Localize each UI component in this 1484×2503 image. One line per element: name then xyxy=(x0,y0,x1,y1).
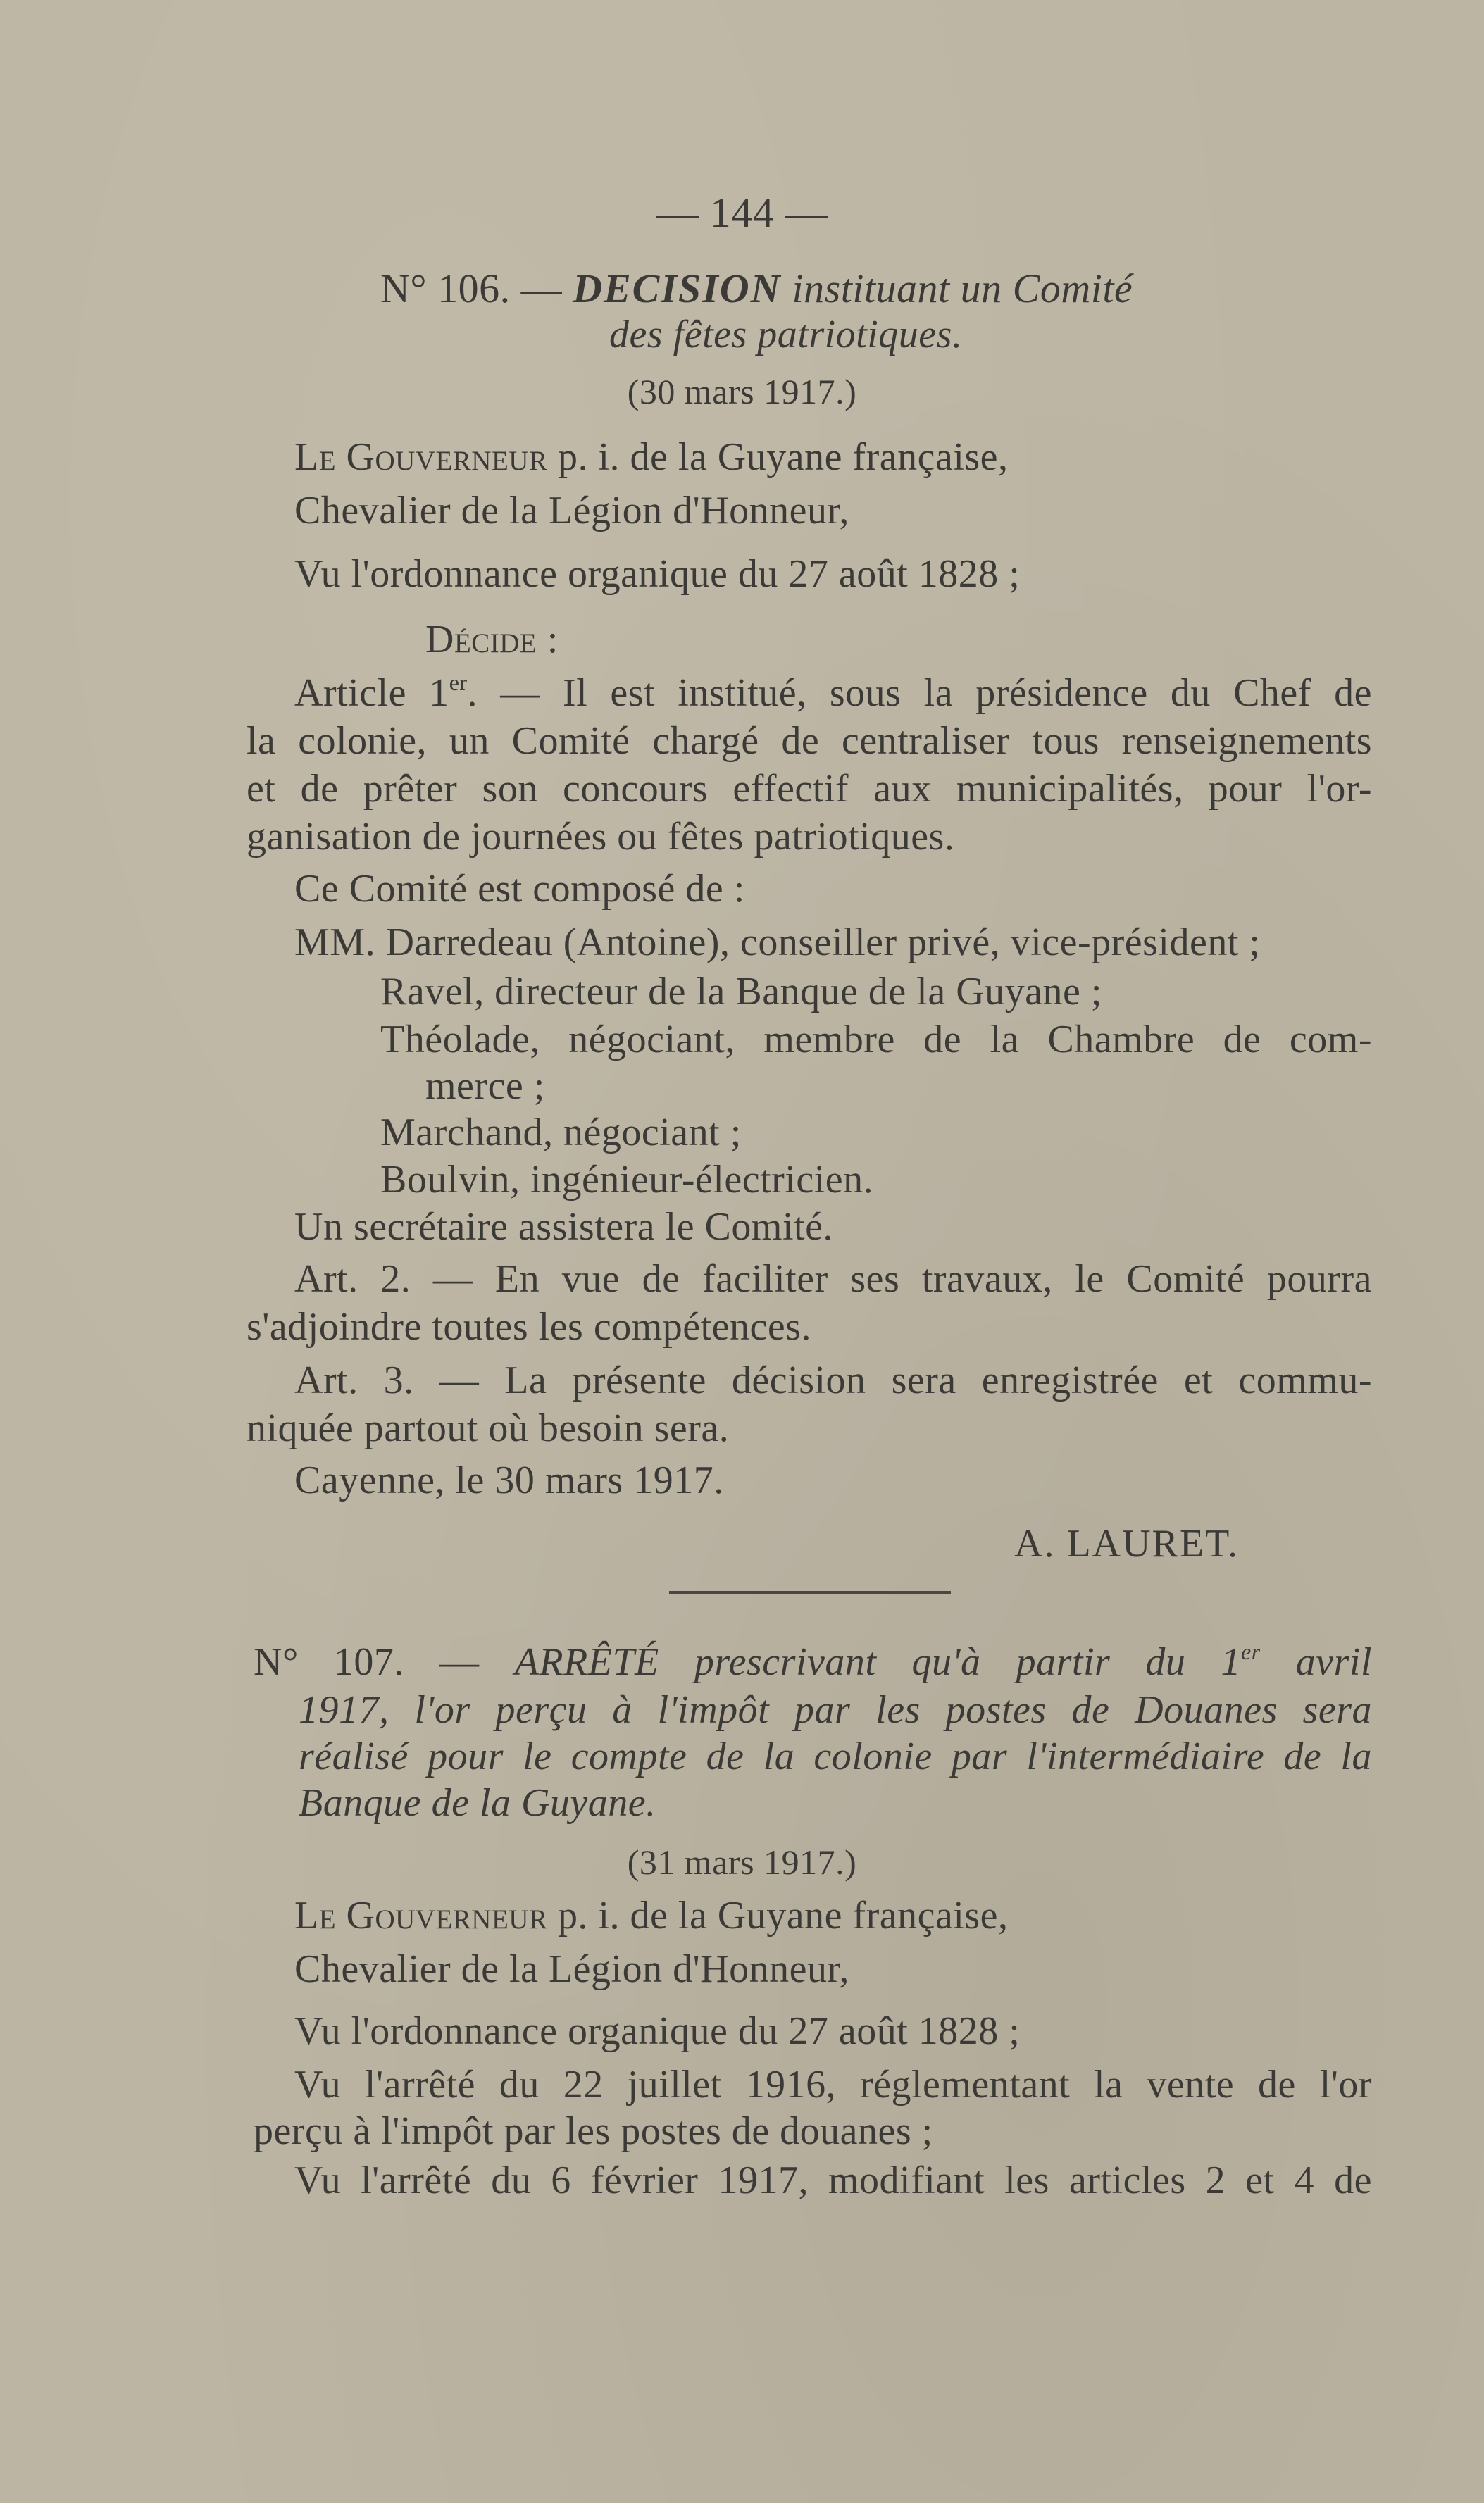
decision-106-compose: Ce Comité est composé de : xyxy=(294,867,745,911)
decision-106-subject-1: instituant un Comité xyxy=(792,266,1133,311)
decision-106-subject-2: des fêtes patriotiques. xyxy=(609,313,963,356)
decision-106-member-4: Marchand, négociant ; xyxy=(380,1111,742,1154)
arrete-107-heading-line2: 1917, l'or perçu à l'impôt par les postes de Douanes sera xyxy=(299,1688,1372,1732)
decision-106-vu-1: Vu l'ordonnance organique du 27 août 1828 ; xyxy=(294,552,1021,596)
arrete-107-vu-3-line1: Vu l'arrêté du 6 février 1917, modifiant les articles 2 et 4 de xyxy=(294,2159,1372,2202)
gouverneur-rest: p. i. de la Guyane française, xyxy=(557,435,1009,479)
decision-106-number: N° 106. — xyxy=(380,266,563,311)
arrete-107-heading-line3: réalisé pour le compte de la colonie par l'intermédiaire de la xyxy=(299,1735,1372,1778)
gouverneur-label: Le Gouverneur xyxy=(294,1894,548,1937)
arrete-107-heading-line4: Banque de la Guyane. xyxy=(299,1781,656,1825)
decision-106-member-5: Boulvin, ingénieur-électricien. xyxy=(380,1158,874,1201)
decision-106-signature: A. LAURET. xyxy=(1014,1522,1240,1566)
arrete-107-vu-1: Vu l'ordonnance organique du 27 août 1828 ; xyxy=(294,2009,1021,2053)
decision-106-secretaire: Un secrétaire assistera le Comité. xyxy=(294,1205,833,1249)
decision-106-member-3a: Théolade, négociant, membre de la Chambre de com- xyxy=(380,1018,1372,1061)
decision-106-chevalier: Chevalier de la Légion d'Honneur, xyxy=(294,489,849,532)
decision-106-heading xyxy=(380,266,1133,311)
decision-106-title: DECISION xyxy=(573,266,782,311)
decision-106-decide: Décide : xyxy=(425,618,559,661)
arrete-107-number: N° 107. — xyxy=(254,1640,480,1684)
gouverneur-rest: p. i. de la Guyane française, xyxy=(557,1894,1009,1937)
page-number: — 144 — xyxy=(656,189,828,236)
decision-106-art1-line1 xyxy=(294,670,1372,716)
decision-106-art3-line1: Art. 3. — La présente décision sera enregistrée et commu- xyxy=(294,1359,1372,1402)
arrete-107-vu-2-line2: perçu à l'impôt par les postes de douanes ; xyxy=(254,2109,933,2153)
arrete-107-chevalier: Chevalier de la Légion d'Honneur, xyxy=(294,1947,849,1991)
decision-106-art1-line4: ganisation de journées ou fêtes patriotiques. xyxy=(247,815,955,859)
decision-106-art3-line2: niquée partout où besoin sera. xyxy=(247,1406,730,1450)
decision-106-member-3b: merce ; xyxy=(425,1064,545,1108)
decision-106-member-1: MM. Darredeau (Antoine), conseiller privé, vice-président ; xyxy=(294,920,1261,964)
arrete-107-title-1: ARRÊTÉ prescrivant qu'à partir du 1 xyxy=(514,1640,1241,1684)
decision-106-gouverneur xyxy=(294,435,1009,480)
decision-106-place-date: Cayenne, le 30 mars 1917. xyxy=(294,1459,724,1502)
arrete-107-sup: er xyxy=(1241,1639,1261,1664)
arrete-107-title-1-end: avril xyxy=(1295,1640,1373,1684)
decision-106-art2-line1: Art. 2. — En vue de faciliter ses travaux, le Comité pourra xyxy=(294,1257,1372,1301)
arrete-107-vu-2-line1: Vu l'arrêté du 22 juillet 1916, réglementant la vente de l'or xyxy=(294,2063,1372,2106)
decision-106-art2-line2: s'adjoindre toutes les compétences. xyxy=(247,1305,812,1349)
arrete-107-date: (31 mars 1917.) xyxy=(627,1842,857,1882)
decision-106-art1-line3: et de prêter son concours effectif aux municipalités, pour l'or- xyxy=(247,767,1372,811)
gouverneur-label: Le Gouverneur xyxy=(294,435,548,479)
art1-text: . — Il est institué, sous la présidence du Chef de xyxy=(467,671,1372,715)
art1-label: Article 1 xyxy=(294,671,449,715)
decision-106-art1-line2: la colonie, un Comité chargé de centraliser tous renseignements xyxy=(247,719,1372,763)
decision-106-member-2: Ravel, directeur de la Banque de la Guyane ; xyxy=(380,970,1102,1013)
art1-sup: er xyxy=(449,670,468,695)
section-divider xyxy=(669,1591,951,1594)
arrete-107-heading-line1 xyxy=(254,1640,1372,1685)
arrete-107-gouverneur xyxy=(294,1893,1009,1938)
decision-106-date: (30 mars 1917.) xyxy=(627,372,857,411)
